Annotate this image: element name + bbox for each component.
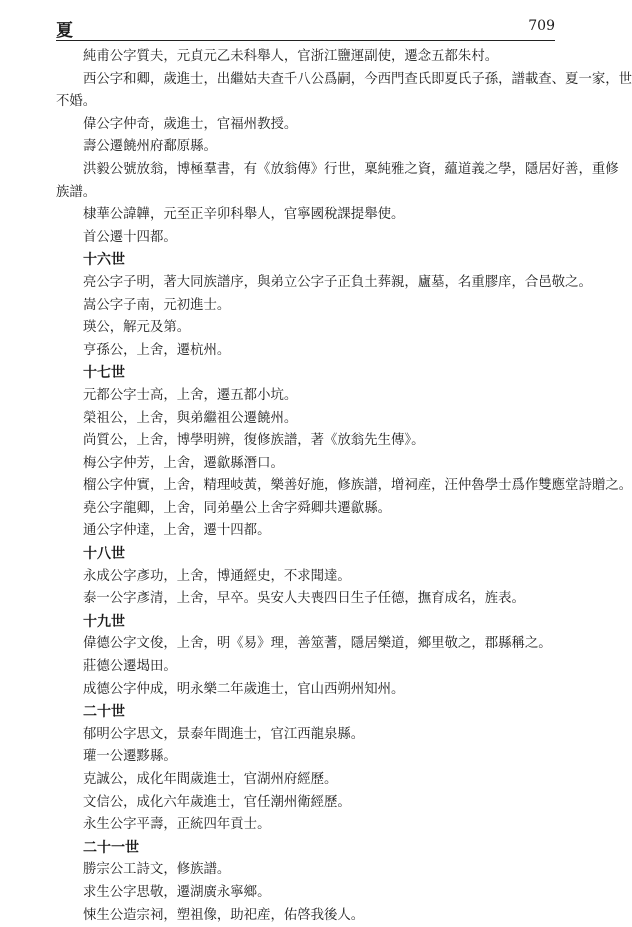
entry-line: 榮祖公，上舍，與弟繼祖公遷饒州。 [83, 410, 298, 426]
entry-line: 亮公字子明，著大同族譜序，與弟立公字子正負土葬親，廬墓，名重膠庠，合邑敬之。 [83, 274, 592, 290]
generation-heading: 二十一世 [83, 839, 139, 856]
entry-line: 尚質公，上舍，博學明辨，復修族譜，著《放翁先生傳》。 [83, 433, 425, 449]
entry-line: 亨孫公，上舍，遷杭州。 [83, 342, 231, 358]
entry-line: 首公遷十四都。 [83, 229, 177, 245]
entry-line: 瑛公，解元及第。 [83, 320, 191, 336]
entry-line: 郁明公字思文，景泰年間進士，官江西龍泉縣。 [83, 726, 365, 742]
entry-line: 成德公字仲成，明永樂二年歲進士，官山西朔州知州。 [83, 681, 405, 697]
entry-line: 壽公遷饒州府鄱原縣。 [83, 139, 217, 155]
entry-line: 通公字仲達，上舍，遷十四都。 [83, 523, 271, 539]
generation-heading: 十六世 [83, 252, 125, 269]
page-header [56, 14, 555, 41]
entry-line: 洪毅公號放翁，博極羣書，有《放翁傳》行世，稟純雅之資，蘊道義之學，隱居好善，重修 [83, 161, 619, 177]
generation-heading: 十九世 [83, 613, 125, 630]
entry-line: 悚生公造宗祠，塑祖像，助祀産，佑啓我後人。 [83, 907, 365, 923]
entry-line: 偉德公字文俊，上舍，明《易》理，善筮蓍，隱居樂道，鄉里敬之，郡縣稱之。 [83, 636, 552, 652]
generation-heading: 十八世 [83, 546, 125, 563]
generation-heading: 二十世 [83, 704, 125, 721]
entry-line: 勝宗公工詩文，修族譜。 [83, 862, 231, 878]
entry-line: 榴公字仲實，上舍，精理岐黃，樂善好施，修族譜，增祠産，汪仲魯學士爲作雙應堂詩贈之。 [83, 478, 632, 494]
genealogy-text [56, 46, 632, 927]
entry-continuation-line: 族譜。 [56, 184, 97, 200]
entry-line: 梅公字仲芳，上舍，遷歙縣潛口。 [83, 455, 284, 471]
entry-line: 瓘一公遷黟縣。 [83, 749, 177, 765]
running-head-surname: 夏 [56, 21, 73, 41]
entry-line: 求生公字思敬，遷湖廣永寧鄉。 [83, 884, 271, 900]
page-number: 709 [528, 18, 555, 34]
entry-line: 永生公字平壽，正統四年貢士。 [83, 817, 271, 833]
entry-continuation-line: 不婚。 [56, 94, 97, 110]
entry-line: 元都公字士高，上舍，遷五都小坑。 [83, 387, 298, 403]
entry-line: 棣華公諱韡，元至正辛卯科舉人，官寧國稅課提舉使。 [83, 207, 405, 223]
generation-heading: 十七世 [83, 365, 125, 382]
entry-line: 西公字和卿，歲進士，出繼姑夫查千八公爲嗣，今西門查氏即夏氏子孫，譜載查、夏一家，世 [83, 71, 632, 87]
entry-line: 純甫公字質夫，元貞元乙未科舉人，官浙江鹽運副使，遷念五都朱村。 [83, 49, 499, 64]
entry-line: 嵩公字子南，元初進士。 [83, 297, 231, 313]
entry-line: 永成公字彥功，上舍，博通經史，不求聞達。 [83, 568, 351, 584]
entry-line: 泰一公字彥清，上舍，早卒。吳安人夫喪四日生子任德，撫育成名，旌表。 [83, 591, 525, 607]
entry-line: 偉公字仲奇，歲進士，官福州教授。 [83, 116, 298, 132]
entry-line: 克誠公，成化年間歲進士，官湖州府經歷。 [83, 772, 338, 787]
entry-line: 文信公，成化六年歲進士，官任潮州衛經歷。 [83, 794, 351, 810]
entry-line: 莊德公遷堨田。 [83, 659, 177, 675]
entry-line: 堯公字龍卿，上舍，同弟壘公上舍字舜卿共遷歙縣。 [83, 500, 391, 516]
